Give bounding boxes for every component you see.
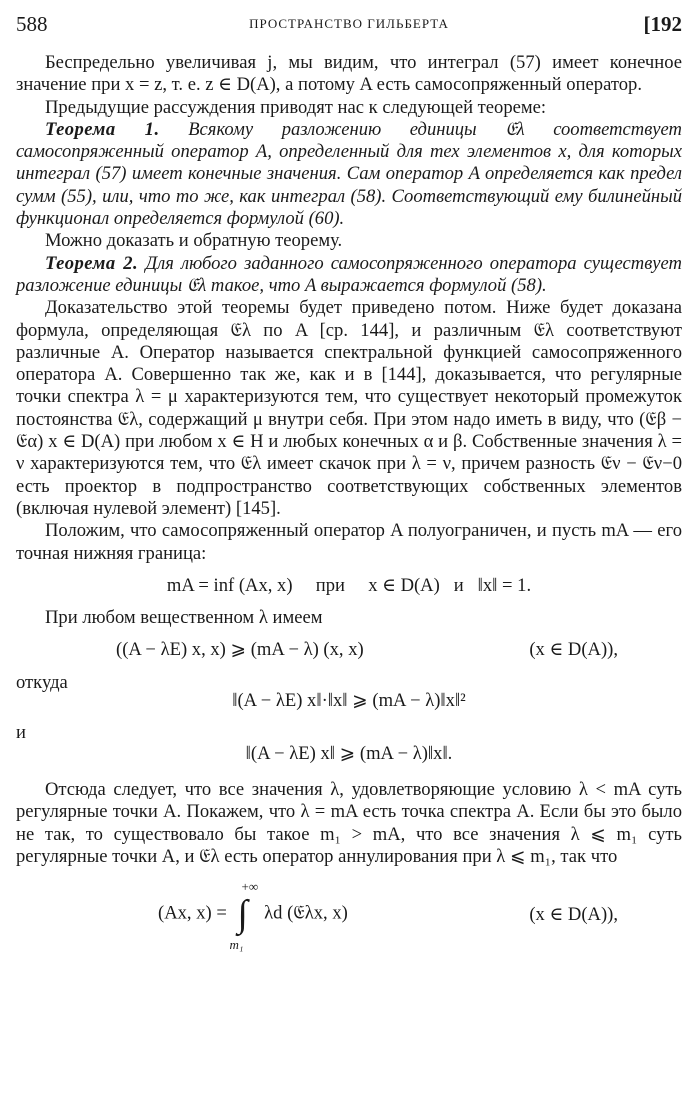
page-header — [16, 12, 682, 40]
paragraph-1: Беспредельно увеличивая j, мы видим, что интеграл (57) имеет конечное значение при x = z, т. е. z ∈ D(A), а потому A есть самосопряженный оператор. — [16, 52, 682, 96]
integral-sign — [229, 879, 260, 953]
theorem-1 — [16, 119, 682, 230]
theorem-2-text: Для любого заданного самосопряженного оператора существует разложение единицы 𝔈λ такое, что A выражается формулой (58). — [16, 252, 682, 296]
equation-3-text: ‖(A − λE) x‖·‖x‖ ⩾ (mA − λ)‖x‖² — [232, 690, 466, 712]
theorem-1-label: Теорема 1. — [45, 118, 160, 140]
integral-symbol: ∫ — [237, 893, 248, 936]
paragraph-7: Отсюда следует, что все значения λ, удовлетворяющие условию λ < mA суть регулярные точки A. Покажем, что λ = mA есть точка спектра A. Если бы это было не так, то существовало бы такое m₁ > mA, что все значения λ ⩽ m₁ суть регулярные точки A, и 𝔈λ есть оператор аннулирования при λ ⩽ m₁, так что — [16, 778, 682, 867]
equation-5-tag: (x ∈ D(A)), — [529, 904, 618, 926]
paragraph-5: Положим, что самосопряженный оператор A полуограничен, и пусть mA — его точная нижняя граница: — [16, 520, 682, 564]
integral-lower-limit: m₁ — [229, 937, 244, 953]
equation-5-right: λd (𝔈λx, x) — [264, 902, 348, 924]
paragraph-2: Предыдущие рассуждения приводят нас к следующей теореме: — [45, 96, 547, 118]
section-number: [192 — [643, 12, 682, 36]
equation-1-text: mA = inf (Ax, x) при x ∈ D(A) и ‖x‖ = 1. — [166, 574, 532, 596]
page-body — [16, 52, 682, 953]
equation-2-tag: (x ∈ D(A)), — [529, 639, 618, 661]
equation-4 — [16, 743, 682, 765]
paragraph-4: Доказательство этой теоремы будет приведено потом. Ниже будет доказана формула, определяющая 𝔈λ по A [ср. 144], и различным 𝔈λ соответствуют различные A. Оператор называется спектральной функцией самосопряженного оператора A. Совершенно так же, как и в [144], доказывается, что регулярные точки спектра λ = μ характеризуются тем, что существует некоторый промежуток постоянства 𝔈λ, содержащий μ внутри себя. При этом надо иметь в виду, что (𝔈β − 𝔈α) x ∈ D(A) при любом x ∈ H и любых конечных α и β. Собственные значения λ = ν характеризуются тем, что 𝔈λ имеет скачок при λ = ν, причем разность 𝔈ν − 𝔈ν−0 есть проектор в подпространство соответствующих собственных элементов (включая нулевой элемент) [145]. — [16, 297, 682, 519]
equation-5 — [16, 879, 682, 953]
word-otkuda: откуда — [16, 671, 68, 693]
equation-1 — [16, 575, 682, 597]
running-title: ПРОСТРАНСТВО ГИЛЬБЕРТА — [249, 16, 449, 31]
page-number: 588 — [16, 12, 48, 36]
paragraph-6: При любом вещественном λ имеем — [45, 607, 323, 629]
equation-4-text: ‖(A − λE) x‖ ⩾ (mA − λ)‖x‖. — [245, 742, 453, 764]
equation-2 — [16, 639, 682, 661]
theorem-1-text: Всякому разложению единицы 𝔈λ соответствует самосопряженный оператор A, определенный для тех элементов x, для которых интеграл (57) имеет конечные значения. Сам оператор A определяется как предел сумм (55), или, что то же, как интеграл (58). Соответствующий ему билинейный функционал определяется формулой (60). — [16, 118, 682, 230]
equation-5-left: (Ax, x) = — [158, 902, 227, 924]
equation-2-text: ((A − λE) x, x) ⩾ (mA − λ) (x, x) — [116, 639, 364, 661]
theorem-2-label: Теорема 2. — [45, 252, 139, 274]
theorem-2 — [16, 253, 682, 298]
integral-upper-limit: +∞ — [241, 879, 259, 895]
word-i: и — [16, 722, 26, 744]
paragraph-3: Можно доказать и обратную теорему. — [45, 230, 343, 252]
equation-3 — [16, 690, 682, 712]
